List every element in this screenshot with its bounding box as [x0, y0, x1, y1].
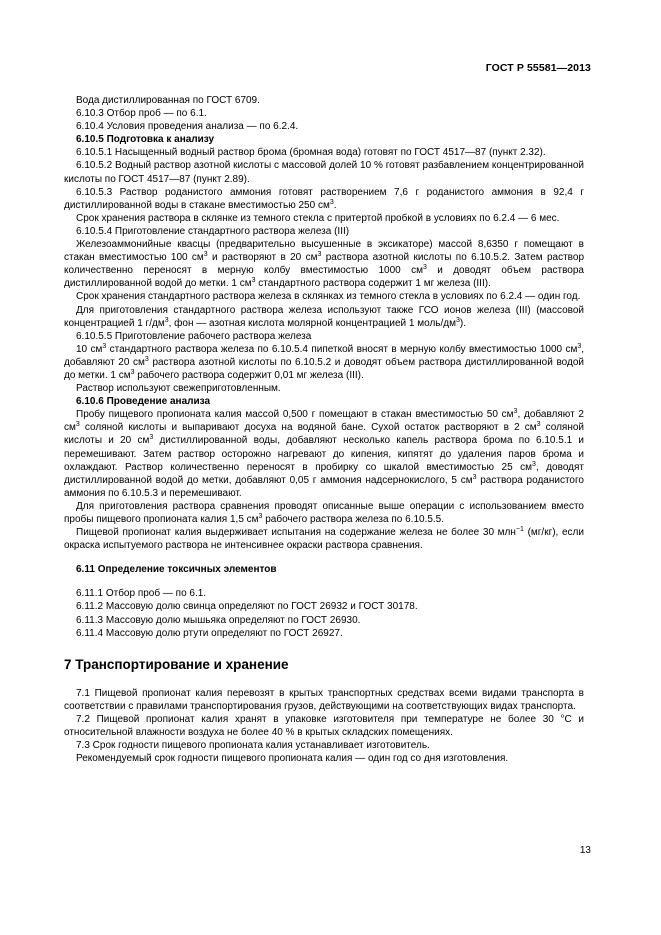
paragraph: Срок хранения раствора в склянке из темного стекла с притертой пробкой в условиях по 6.2.4 — 6 мес. [76, 212, 560, 224]
paragraph: 6.10.5.4 Приготовление стандартного раствора железа (III) [76, 225, 350, 237]
document-header: ГОСТ Р 55581—2013 [485, 62, 591, 74]
paragraph: 6.10.3 Отбор проб — по 6.1. [76, 108, 207, 120]
paragraph: 6.10.5.2 Водный раствор азотной кислоты с массовой долей 10 % готовят разбавлением концентрированной кислоты по ГОСТ 4517—87 (пункт 2.89). [64, 160, 584, 185]
paragraph: 6.11.2 Массовую долю свинца определяют по ГОСТ 26932 и ГОСТ 30178. [76, 601, 418, 613]
subsection-heading: 6.11 Определение токсичных элементов [76, 564, 277, 576]
paragraph: 6.10.4 Условия проведения анализа — по 6.2.4. [76, 121, 299, 133]
paragraph: 7.2 Пищевой пропионат калия хранят в упаковке изготовителя при температуре не более 30 °С и относительной влажности воздуха не более 40 % в крытых складских помещениях. [64, 713, 584, 739]
paragraph: Пищевой пропионат калия выдерживает испытания на содержание железа не более 30 млн$^{-1}$ (мг/кг), если окраска испытуемого раствора не интенсивнее окраски раствора сравнения. [64, 526, 584, 552]
paragraph: 6.11.1 Отбор проб — по 6.1. [76, 588, 207, 600]
paragraph: 6.10.5.3 Раствор роданистого аммония готовят растворением 7,6 г роданистого аммония в 92,4 г дистиллированной воды в стакане вместимостью 250 $см^3$. [64, 186, 584, 211]
paragraph: Срок хранения стандартного раствора железа в склянках из темного стекла в условиях по 6.2.4 — один год. [76, 291, 581, 303]
paragraph: 6.10.5.5 Приготовление рабочего раствора железа [76, 330, 312, 342]
subsection-heading: 6.10.6 Проведение анализа [76, 396, 211, 408]
paragraph: Рекомендуемый срок годности пищевого пропионата калия — один год со дня изготовления. [76, 753, 509, 765]
subsection-heading: 6.10.5 Подготовка к анализу [76, 134, 215, 146]
paragraph: 10 $см^3$ стандартного раствора железа по 6.10.5.4 пипеткой вносят в мерную колбу вместимостью 1000 $см^3$, добавляют 20 $см^3$ раствора азотной кислоты по 6.10.5.2 и доводят объем раствора дистиллированной водой до метки. 1 $см^3$ рабочего раствора содержит 0,01 мг железа (III). [64, 342, 585, 381]
paragraph: Железоаммонийные квасцы (предварительно высушенные в эксикаторе) массой 8,6350 г помещают в стакан вместимостью 100 $см^3$ и растворяют в 20 $см^3$ раствора азотной кислоты по 6.10.5.2. Затем раствор количественно переносят в мерную колбу вместимостью 1000 $см^3$ и доводят объем раствора дистиллированной водой до метки. 1 $см^3$ стандартного раствора содержит 1 мг железа (III). [64, 239, 585, 290]
paragraph: 6.11.3 Массовую долю мышьяка определяют по ГОСТ 26930. [76, 614, 361, 626]
paragraph: Раствор используют свежеприготовленным. [76, 383, 281, 395]
paragraph: Пробу пищевого пропионата калия массой 0,500 г помещают в стакан вместимостью 50 $см^3$, добавляют 2 $см^3$ соляной кислоты и выпаривают досуха на водяной бане. Сухой остаток растворяют в 2 $см^3$ соляной кислоты и 20 $см^3$ дистиллированной воды, добавляют несколько капель раствора брома по 6.10.5.1 и перемешивают. Затем раствор осторожно нагревают до кипения, кипятят до удаления паров брома и охлаждают. Раствор количественно переносят в пробирку со шкалой вместимостью 25 $см^3$, доводят дистиллированной водой до метки, добавляют 0,05 г аммония надсернокислого, 5 $см^3$ раствора роданистого аммония по 6.10.5.3 и перемешивают. [64, 408, 585, 499]
paragraph: Вода дистиллированная по ГОСТ 6709. [76, 95, 260, 106]
page-number: 13 [579, 845, 591, 856]
paragraph: 7.1 Пищевой пропионат калия перевозят в крытых транспортных средствах всеми видами транспорта в соответствии с правилами транспортирования грузов, действующими на соответствующих видах транспорта. [64, 687, 584, 712]
paragraph: Для приготовления раствора сравнения проводят описанные выше операции с использованием вместо пробы пищевого пропионата калия 1,5 $см^3$ рабочего раствора железа по 6.10.5.5. [64, 500, 584, 525]
section-heading: 7 Транспортирование и хранение [64, 656, 289, 672]
paragraph: Для приготовления стандартного раствора железа используют также ГСО ионов железа (III) (массовой концентрацией 1 $г/дм^3$, фон — азотная кислота молярной концентрацией 1 моль/$дм^3$). [64, 304, 584, 329]
paragraph: 6.11.4 Массовую долю ртути определяют по ГОСТ 26927. [76, 627, 343, 639]
paragraph: 6.10.5.1 Насыщенный водный раствор брома (бромная вода) готовят по ГОСТ 4517—87 (пункт 2.32). [76, 147, 546, 159]
document-body [64, 94, 584, 765]
paragraph: 7.3 Срок годности пищевого пропионата калия устанавливает изготовитель. [76, 740, 430, 752]
